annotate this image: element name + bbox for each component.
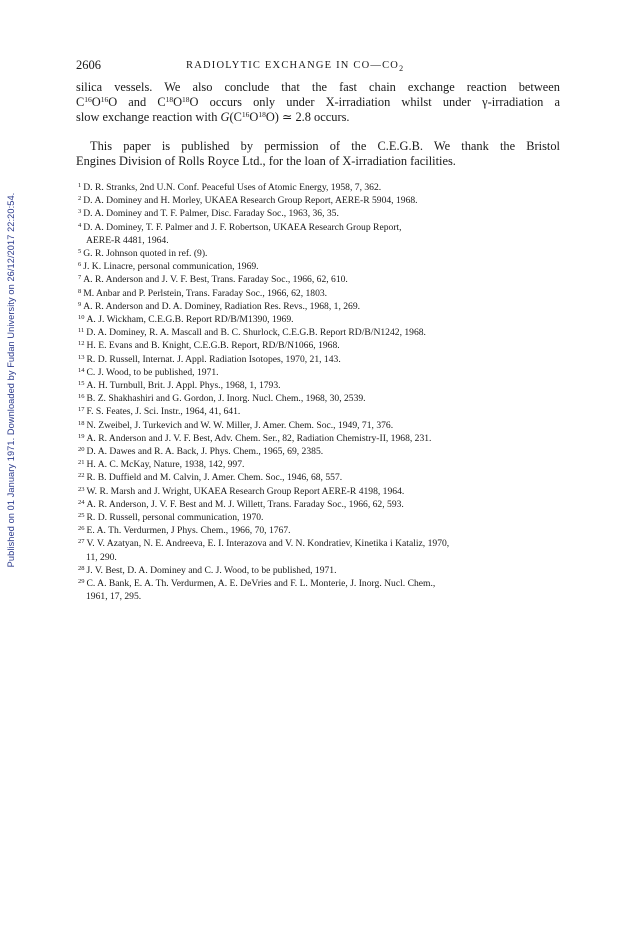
reference-number: 29: [78, 578, 85, 586]
reference-number: 24: [78, 498, 85, 506]
reference-item: [78, 313, 568, 326]
reference-number: 6: [78, 261, 82, 269]
reference-item: [78, 247, 568, 260]
reference-number: 22: [78, 472, 85, 480]
reference-item: [78, 339, 568, 352]
reference-item: [78, 287, 568, 300]
paragraph-line: This paper is published by permission of the C.E.G.B. We thank the Bristol: [90, 139, 560, 153]
reference-number: 25: [78, 512, 85, 520]
reference-text: D. A. Dominey and T. F. Palmer, Disc. Faraday Soc., 1963, 36, 35.: [83, 208, 339, 220]
text-run: O: [173, 95, 183, 109]
text-run: O: [91, 95, 101, 109]
reference-number: 3: [78, 208, 82, 216]
superscript: 16: [84, 95, 92, 104]
reference-number: 12: [78, 340, 85, 348]
reference-item: [78, 405, 568, 418]
superscript: 16: [241, 110, 250, 119]
reference-item: [78, 564, 568, 577]
reference-text: F. S. Feates, J. Sci. Instr., 1964, 41, 641.: [86, 406, 241, 418]
reference-item: [78, 300, 568, 313]
reference-item: [78, 221, 568, 234]
reference-item: [78, 537, 568, 550]
reference-item: [78, 353, 568, 366]
reference-text: B. Z. Shakhashiri and G. Gordon, J. Inorg. Nucl. Chem., 1968, 30, 2539.: [86, 393, 366, 405]
reference-number: 18: [78, 419, 85, 427]
download-watermark-text: Published on 01 January 1971. Downloaded by Fudan University on 26/12/2017 22:20:54.: [6, 192, 16, 568]
acknowledgement-paragraph: [76, 139, 560, 169]
page-number: 2606: [76, 58, 101, 72]
reference-number: 20: [78, 446, 85, 454]
conclusion-paragraph: [76, 80, 560, 125]
reference-text: W. R. Marsh and J. Wright, UKAEA Research Group Report AERE-R 4198, 1964.: [86, 485, 405, 497]
running-title-text: RADIOLYTIC EXCHANGE IN CO—CO: [186, 60, 400, 71]
reference-item: [78, 207, 568, 220]
reference-number: 10: [78, 314, 85, 322]
paragraph-line: [76, 110, 560, 125]
reference-item: [78, 194, 568, 207]
reference-text: R. D. Russell, Internat. J. Appl. Radiation Isotopes, 1970, 21, 143.: [86, 353, 341, 365]
reference-number: 16: [78, 393, 85, 401]
paragraph-line: silica vessels. We also conclude that the fast chain exchange reaction between: [76, 80, 560, 94]
reference-number: 5: [78, 248, 82, 256]
reference-number: 4: [78, 221, 82, 229]
text-run: G: [220, 110, 230, 124]
reference-number: 2: [78, 195, 82, 203]
download-watermark: [4, 185, 18, 575]
reference-item: [78, 590, 568, 603]
paragraph-line: [76, 95, 560, 110]
reference-item: [78, 551, 568, 564]
reference-number: 9: [78, 300, 82, 308]
reference-item: [78, 260, 568, 273]
reference-list: [78, 181, 568, 604]
reference-text: H. A. C. McKay, Nature, 1938, 142, 997.: [86, 459, 245, 471]
reference-text: D. A. Dominey, T. F. Palmer and J. F. Robertson, UKAEA Research Group Report,: [83, 221, 402, 233]
reference-text: J. V. Best, D. A. Dominey and C. J. Wood, to be published, 1971.: [86, 564, 337, 576]
reference-text: V. V. Azatyan, N. E. Andreeva, E. I. Interazova and V. N. Kondratiev, Kinetika i Kataliz, 1970,: [86, 538, 450, 550]
reference-item: [78, 498, 568, 511]
reference-item: [78, 445, 568, 458]
text-run: C: [76, 95, 85, 109]
reference-number: 26: [78, 525, 85, 533]
reference-text: 1961, 17, 295.: [86, 591, 142, 603]
reference-text: 11, 290.: [86, 551, 117, 563]
reference-text: R. B. Duffield and M. Calvin, J. Amer. Chem. Soc., 1946, 68, 557.: [86, 472, 343, 484]
reference-text: G. R. Johnson quoted in ref. (9).: [83, 248, 208, 260]
reference-text: E. A. Th. Verdurmen, J Phys. Chem., 1966, 70, 1767.: [86, 525, 291, 537]
page-header: [76, 58, 558, 78]
reference-number: 8: [78, 287, 82, 295]
reference-number: 27: [78, 538, 85, 546]
reference-text: D. A. Dominey and H. Morley, UKAEA Research Group Report, AERE-R 5904, 1968.: [83, 195, 418, 207]
reference-text: M. Anbar and P. Perlstein, Trans. Faraday Soc., 1966, 62, 1803.: [83, 287, 328, 299]
reference-text: A. R. Anderson and J. V. F. Best, Trans. Faraday Soc., 1966, 62, 610.: [83, 274, 348, 286]
reference-number: 17: [78, 406, 85, 414]
reference-number: 19: [78, 432, 85, 440]
reference-item: [78, 234, 568, 247]
reference-item: [78, 181, 568, 194]
text-run: O: [249, 110, 259, 124]
superscript: 18: [165, 95, 174, 104]
text-run: O and C: [108, 95, 166, 109]
running-title-subscript: 2: [399, 64, 405, 74]
reference-text: R. D. Russell, personal communication, 1970.: [86, 512, 264, 524]
reference-number: 15: [78, 380, 85, 388]
text-run: slow exchange reaction with: [76, 110, 221, 124]
reference-item: [78, 326, 568, 339]
reference-number: 14: [78, 366, 85, 374]
reference-text: D. R. Stranks, 2nd U.N. Conf. Peaceful Uses of Atomic Energy, 1958, 7, 362.: [83, 182, 382, 193]
reference-item: [78, 524, 568, 537]
reference-number: 23: [78, 485, 85, 493]
reference-item: [78, 577, 568, 590]
reference-text: A. R. Anderson and D. A. Dominey, Radiation Res. Revs., 1968, 1, 269.: [83, 300, 361, 312]
reference-number: 11: [78, 327, 85, 335]
reference-item: [78, 273, 568, 286]
reference-text: C. J. Wood, to be published, 1971.: [86, 366, 219, 378]
reference-text: A. J. Wickham, C.E.G.B. Report RD/B/M1390, 1969.: [86, 314, 294, 326]
reference-text: C. A. Bank, E. A. Th. Verdurmen, A. E. DeVries and F. L. Monterie, J. Inorg. Nucl. Chem.,: [86, 578, 436, 590]
reference-item: [78, 379, 568, 392]
reference-number: 13: [78, 353, 85, 361]
running-title: [186, 60, 404, 73]
reference-text: A. H. Turnbull, Brit. J. Appl. Phys., 1968, 1, 1793.: [86, 380, 281, 392]
reference-text: D. A. Dawes and R. A. Back, J. Phys. Chem., 1965, 69, 2385.: [86, 446, 324, 458]
reference-text: A. R. Anderson, J. V. F. Best and M. J. Willett, Trans. Faraday Soc., 1966, 62, 593.: [86, 498, 404, 510]
reference-item: [78, 392, 568, 405]
reference-item: [78, 419, 568, 432]
reference-text: N. Zweibel, J. Turkevich and W. W. Miller, J. Amer. Chem. Soc., 1949, 71, 376.: [86, 419, 394, 431]
reference-item: [78, 471, 568, 484]
reference-text: AERE-R 4481, 1964.: [86, 234, 169, 246]
reference-text: J. K. Linacre, personal communication, 1969.: [83, 261, 259, 273]
reference-item: [78, 511, 568, 524]
reference-item: [78, 485, 568, 498]
reference-number: 1: [78, 182, 82, 189]
text-run: O occurs only under X-irradiation whilst under γ-irradiation a: [189, 95, 560, 109]
reference-number: 28: [78, 564, 85, 572]
reference-text: A. R. Anderson and J. V. F. Best, Adv. Chem. Ser., 82, Radiation Chemistry-II, 1968, 231.: [86, 432, 432, 444]
reference-text: D. A. Dominey, R. A. Mascall and B. C. Shurlock, C.E.G.B. Report RD/B/N1242, 1968.: [86, 327, 426, 339]
reference-item: [78, 458, 568, 471]
reference-text: H. E. Evans and B. Knight, C.E.G.B. Report, RD/B/N1066, 1968.: [86, 340, 340, 352]
text-run: (C: [229, 110, 242, 124]
reference-item: [78, 432, 568, 445]
reference-number: 21: [78, 459, 85, 467]
superscript: 18: [258, 110, 266, 119]
superscript: 16: [100, 95, 109, 104]
text-run: O) ≃ 2.8 occurs.: [265, 110, 350, 124]
reference-number: 7: [78, 274, 82, 282]
paragraph-line: Engines Division of Rolls Royce Ltd., for the loan of X-irradiation facilities.: [76, 154, 456, 168]
superscript: 18: [182, 95, 190, 104]
reference-item: [78, 366, 568, 379]
